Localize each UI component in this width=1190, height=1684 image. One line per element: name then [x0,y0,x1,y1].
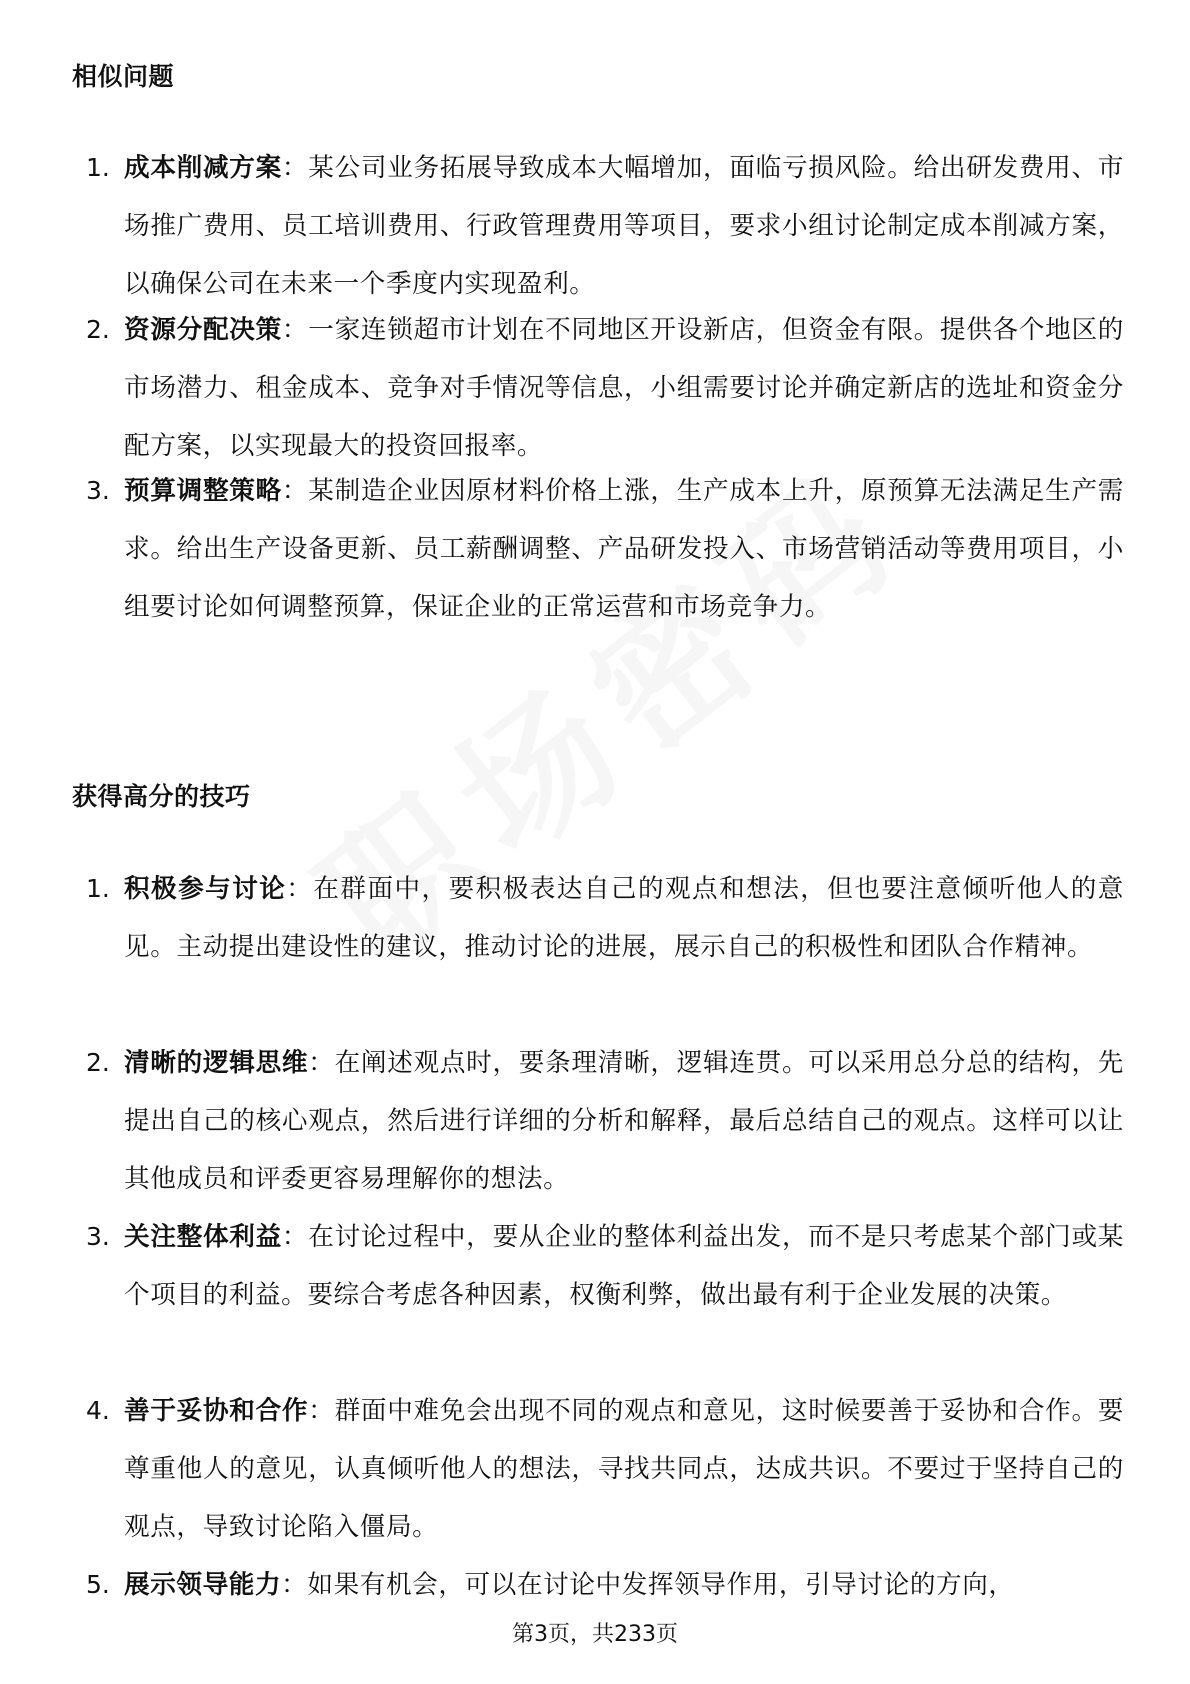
list-item-title: 资源分配决策 [124,315,282,345]
list-item-text [124,301,1124,475]
list-item-body: 在讨论过程中，要从企业的整体利益出发，而不是只考虑某个部门或某个项目的利益。要综合考虑各种因素，权衡利弊，做出最有利于企业发展的决策。 [124,1222,1124,1310]
list-item-body: 群面中难免会出现不同的观点和意见，这时候要善于妥协和合作。要尊重他人的意见，认真倾听他人的想法，寻找共同点，达成共识。不要过于坚持自己的观点，导致讨论陷入僵局。 [124,1396,1124,1542]
list-item-text [124,1382,1124,1556]
list-item-text [124,462,1124,636]
list-item-body: 某制造企业因原材料价格上涨，生产成本上升，原预算无法满足生产需求。给出生产设备更新、员工薪酬调整、产品研发投入、市场营销活动等费用项目，小组要讨论如何调整预算，保证企业的正常运营和市场竞争力。 [124,476,1124,622]
list-item-number: 2. [86,315,110,344]
list-item-title: 善于妥协和合作 [124,1396,309,1426]
list-item-title: 关注整体利益 [124,1222,282,1252]
list-item [86,1556,1126,1614]
list-item-separator: ： [308,1396,335,1426]
list-item-separator: ： [281,476,309,506]
list-item-number: 1. [86,874,110,903]
section-heading-high-score-tips: 获得高分的技巧 [72,782,251,811]
list-item-number: 3. [86,476,110,505]
list-item [86,1382,1126,1556]
list-item-text [124,139,1124,313]
list-item-title: 积极参与讨论 [124,874,287,904]
list-item-separator: ： [281,1222,309,1252]
list-item-title: 清晰的逻辑思维 [124,1048,309,1078]
list-item-body: 如果有机会，可以在讨论中发挥领导作用，引导讨论的方向， [307,1570,1015,1600]
list-item-body: 某公司业务拓展导致成本大幅增加，面临亏损风险。给出研发费用、市场推广费用、员工培训费用、行政管理费用等项目，要求小组讨论制定成本削减方案，以确保公司在未来一个季度内实现盈利。 [124,153,1124,299]
list-item-separator: ： [281,315,309,345]
list-item-body: 在群面中，要积极表达自己的观点和想法，但也要注意倾听他人的意见。主动提出建设性的建议，推动讨论的进展，展示自己的积极性和团队合作精神。 [124,874,1124,962]
list-item-text [124,1034,1124,1208]
list-item [86,1208,1126,1324]
list-item [86,1034,1126,1208]
list-item [86,462,1126,636]
list-item-separator: ： [281,1570,308,1600]
list-item-number: 3. [86,1222,110,1251]
list-item [86,301,1126,475]
list-item-separator: ： [286,874,314,904]
list-item-text [124,860,1124,976]
list-item [86,860,1126,976]
list-item-title: 成本削减方案 [124,153,282,183]
list-item-separator: ： [308,1048,335,1078]
page-footer: 第3页，共233页 [512,1622,678,1647]
list-item-body: 一家连锁超市计划在不同地区开设新店，但资金有限。提供各个地区的市场潜力、租金成本、竞争对手情况等信息，小组需要讨论并确定新店的选址和资金分配方案，以实现最大的投资回报率。 [124,315,1124,461]
list-item-separator: ： [281,153,309,183]
list-item-body: 在阐述观点时，要条理清晰，逻辑连贯。可以采用总分总的结构，先提出自己的核心观点，然后进行详细的分析和解释，最后总结自己的观点。这样可以让其他成员和评委更容易理解你的想法。 [124,1048,1124,1194]
list-item-number: 4. [86,1396,110,1425]
list-item-number: 1. [86,153,110,182]
list-item-title: 预算调整策略 [124,476,282,506]
section-heading-similar-questions: 相似问题 [72,62,175,91]
list-item-title: 展示领导能力 [124,1570,282,1600]
list-item [86,139,1126,313]
list-item-number: 5. [86,1570,110,1599]
list-item-number: 2. [86,1048,110,1077]
list-item-text [124,1556,1124,1614]
list-item-text [124,1208,1124,1324]
